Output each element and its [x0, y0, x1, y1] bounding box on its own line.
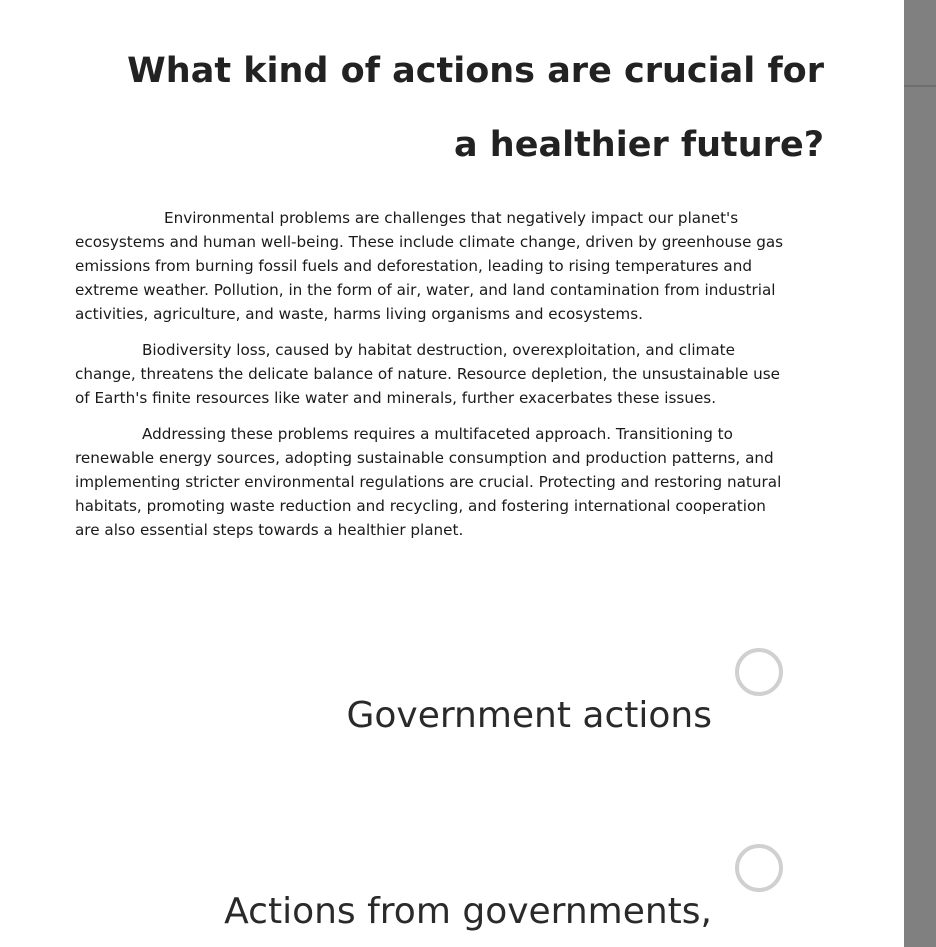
question-title: What kind of actions are crucial for a healthier future?: [127, 51, 824, 165]
radio-button[interactable]: [735, 648, 783, 696]
answer-option-government-actions[interactable]: [0, 646, 904, 736]
scrollbar[interactable]: [904, 0, 936, 947]
passage-paragraph: Environmental problems are challenges that negatively impact our planet's ecosystems and human well-being. These include climate change, driven by greenhouse gas emissions from burning fossil fuels and deforestation, leading to rising temperatures and extreme weather. Pollution, in the form of air, water, and land contamination from industrial activities, agriculture, and waste, harms living organisms and ecosystems.: [75, 209, 784, 323]
answer-option-actions-from-governments[interactable]: [0, 842, 904, 932]
option-label: Government actions: [346, 695, 712, 736]
option-label: Actions from governments,: [224, 891, 712, 932]
passage-paragraph: Addressing these problems requires a multifaceted approach. Transitioning to renewable energy sources, adopting sustainable consumption and production patterns, and implementing stricter environmental regulations are crucial. Protecting and restoring natural habitats, promoting waste reduction and recycling, and fostering international cooperation are also essential steps towards a healthier planet.: [75, 425, 782, 539]
scrollbar-thumb[interactable]: [904, 0, 936, 87]
passage-paragraph: Biodiversity loss, caused by habitat destruction, overexploitation, and climate change, threatens the delicate balance of nature. Resource depletion, the unsustainable use of Earth's finite resources like water and minerals, further exacerbates these issues.: [75, 341, 781, 407]
radio-button[interactable]: [735, 844, 783, 892]
reading-passage: [75, 206, 787, 554]
